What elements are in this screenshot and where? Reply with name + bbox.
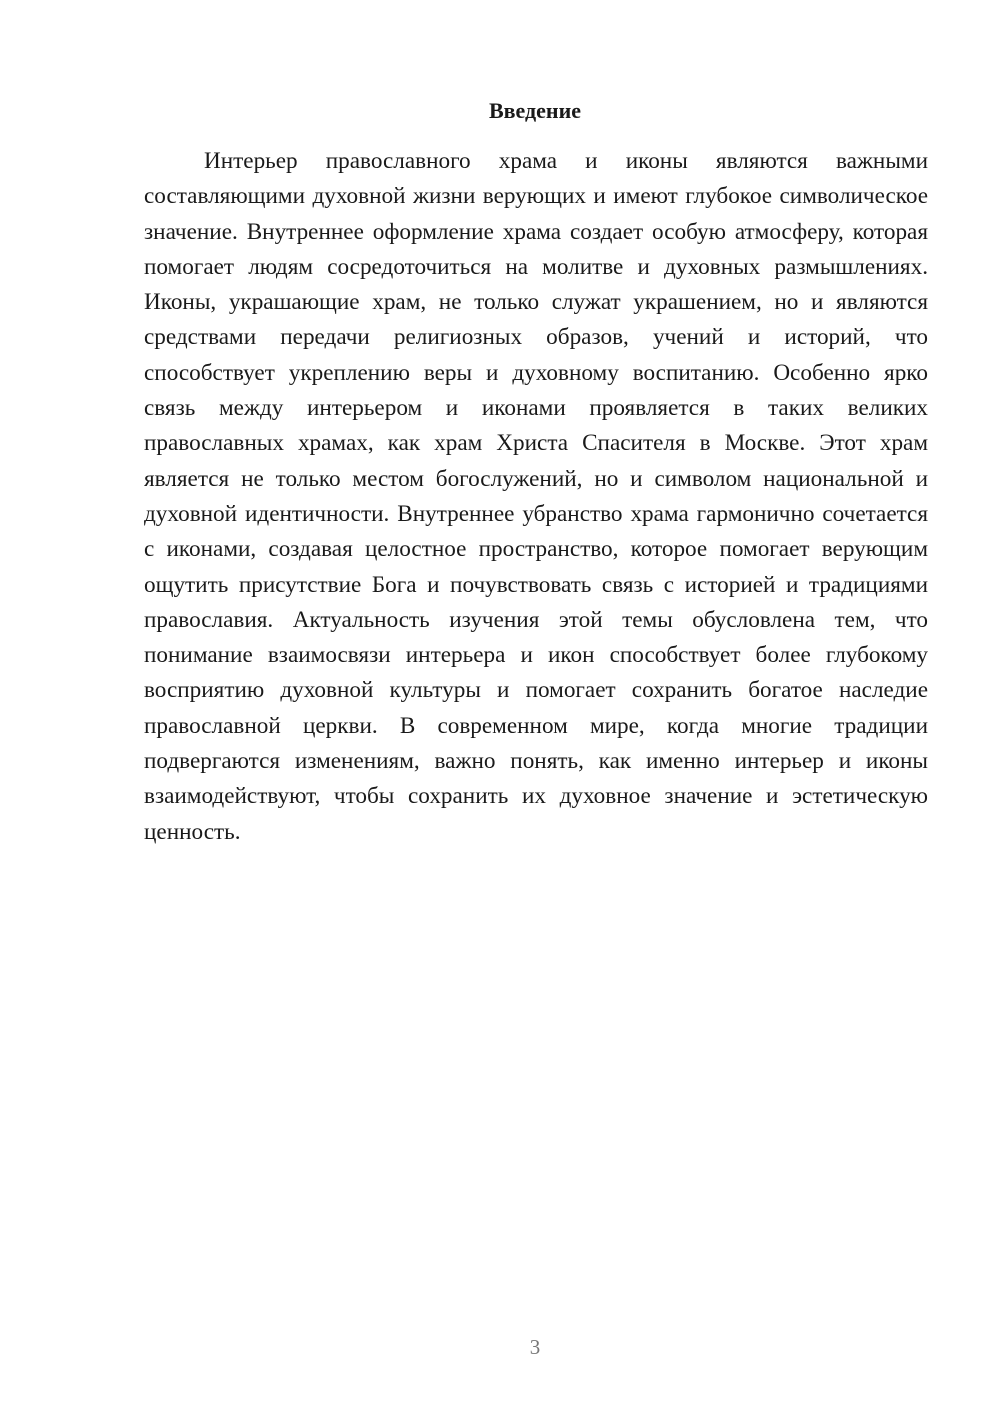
body-paragraph: Интерьер православного храма и иконы являются важными составляющими духовной жизни верующих и имеют глубокое символическое значение. Внутреннее оформление храма создает особую атмосферу, которая помогает людям сосредоточиться на молитве и духовных размышлениях. Иконы, украшающие храм, не только служат украшением, но и являются средствами передачи религиозных образов, учений и историй, что способствует укреплению веры и духовному воспитанию. Особенно ярко связь между интерьером и иконами проявляется в таких великих православных храмах, как храм Христа Спасителя в Москве. Этот храм является не только местом богослужений, но и символом национальной и духовной идентичности. Внутреннее убранство храма гармонично сочетается с иконами, создавая целостное пространство, которое помогает верующим ощутить присутствие Бога и почувствовать связь с историей и традициями православия. Актуальность изучения этой темы обусловлена тем, что понимание взаимосвязи интерьера и икон способствует более глубокому восприятию духовной культуры и помогает сохранить богатое наследие православной церкви. В современном мире, когда многие традиции подвергаются изменениям, важно понять, как именно интерьер и иконы взаимодействуют, чтобы сохранить их духовное значение и эстетическую ценность.	[144, 148, 928, 845]
section-heading: Введение	[488, 98, 582, 123]
page-number: 3	[529, 1335, 541, 1359]
